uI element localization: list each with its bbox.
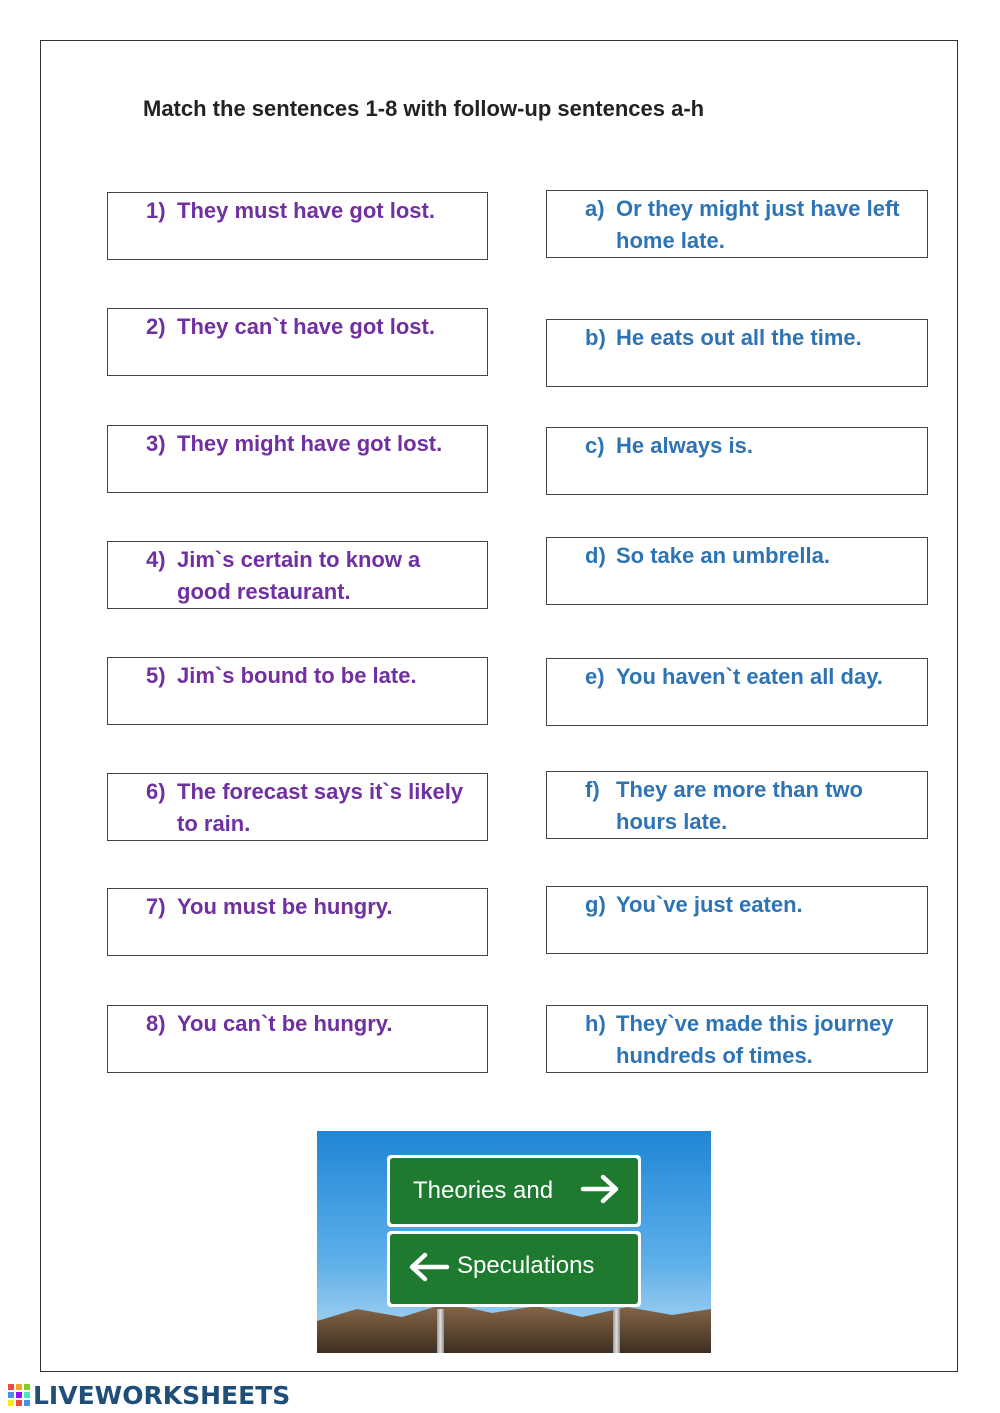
road-sign-svg: [317, 1131, 711, 1353]
sentence-text: You must be hungry.: [177, 894, 393, 919]
instruction-heading: Match the sentences 1-8 with follow-up sentences a-h: [143, 96, 705, 121]
sentence-text: They can`t have got lost.: [177, 314, 435, 339]
followup-letter: a): [585, 196, 605, 221]
sentence-box-6[interactable]: [107, 773, 488, 841]
followup-box-e[interactable]: [546, 658, 928, 726]
followup-letter: e): [585, 664, 605, 689]
followup-letter: f): [585, 777, 600, 802]
sentence-text: The forecast says it`s likely to rain.: [177, 779, 464, 836]
followup-letter: d): [585, 543, 606, 568]
sentence-number: 3): [146, 431, 166, 456]
followup-box-g[interactable]: [546, 886, 928, 954]
logo-mark-icon: [8, 1384, 30, 1406]
sentence-number: 6): [146, 779, 166, 804]
followup-text: He eats out all the time.: [616, 325, 862, 350]
sentence-text: They might have got lost.: [177, 431, 443, 456]
sentence-box-4[interactable]: [107, 541, 488, 609]
followup-text: They are more than two hours late.: [616, 777, 863, 834]
sentence-box-7[interactable]: [107, 888, 488, 956]
followup-letter: c): [585, 433, 605, 458]
liveworksheets-logo[interactable]: [8, 1382, 290, 1408]
followup-letter: g): [585, 892, 606, 917]
followup-text: You`ve just eaten.: [616, 892, 803, 917]
followup-text: Or they might just have left home late.: [616, 196, 900, 253]
sentence-box-2[interactable]: [107, 308, 488, 376]
sentence-number: 4): [146, 547, 166, 572]
followup-letter: b): [585, 325, 606, 350]
sentence-box-8[interactable]: [107, 1005, 488, 1073]
sentence-text: They must have got lost.: [177, 198, 435, 223]
sentence-text: Jim`s certain to know a good restaurant.: [177, 547, 421, 604]
sign-bottom-label: Speculations: [457, 1252, 595, 1279]
sentence-text: Jim`s bound to be late.: [177, 663, 417, 688]
sentence-number: 8): [146, 1011, 166, 1036]
followup-box-a[interactable]: [546, 190, 928, 258]
logo-text: LIVEWORKSHEETS: [33, 1380, 291, 1410]
followup-text: You haven`t eaten all day.: [616, 664, 883, 689]
sign-top: [387, 1155, 641, 1227]
sign-pole-left: [437, 1309, 444, 1353]
followup-text: They`ve made this journey hundreds of times.: [616, 1011, 894, 1068]
followup-box-b[interactable]: [546, 319, 928, 387]
followup-box-h[interactable]: [546, 1005, 928, 1073]
followup-letter: h): [585, 1011, 606, 1036]
sign-pole-right: [613, 1309, 620, 1353]
sentence-box-3[interactable]: [107, 425, 488, 493]
followup-box-f[interactable]: [546, 771, 928, 839]
followup-text: He always is.: [616, 433, 753, 458]
sign-top-label: Theories and: [413, 1177, 554, 1204]
sentence-number: 7): [146, 894, 166, 919]
sentence-text: You can`t be hungry.: [177, 1011, 393, 1036]
followup-text: So take an umbrella.: [616, 543, 830, 568]
road-sign-illustration: [317, 1131, 711, 1353]
sentence-number: 5): [146, 663, 166, 688]
sentence-number: 2): [146, 314, 166, 339]
sentence-box-1[interactable]: [107, 192, 488, 260]
sign-bottom: [387, 1231, 641, 1307]
followup-box-c[interactable]: [546, 427, 928, 495]
sentence-box-5[interactable]: [107, 657, 488, 725]
followup-box-d[interactable]: [546, 537, 928, 605]
sentence-number: 1): [146, 198, 166, 223]
